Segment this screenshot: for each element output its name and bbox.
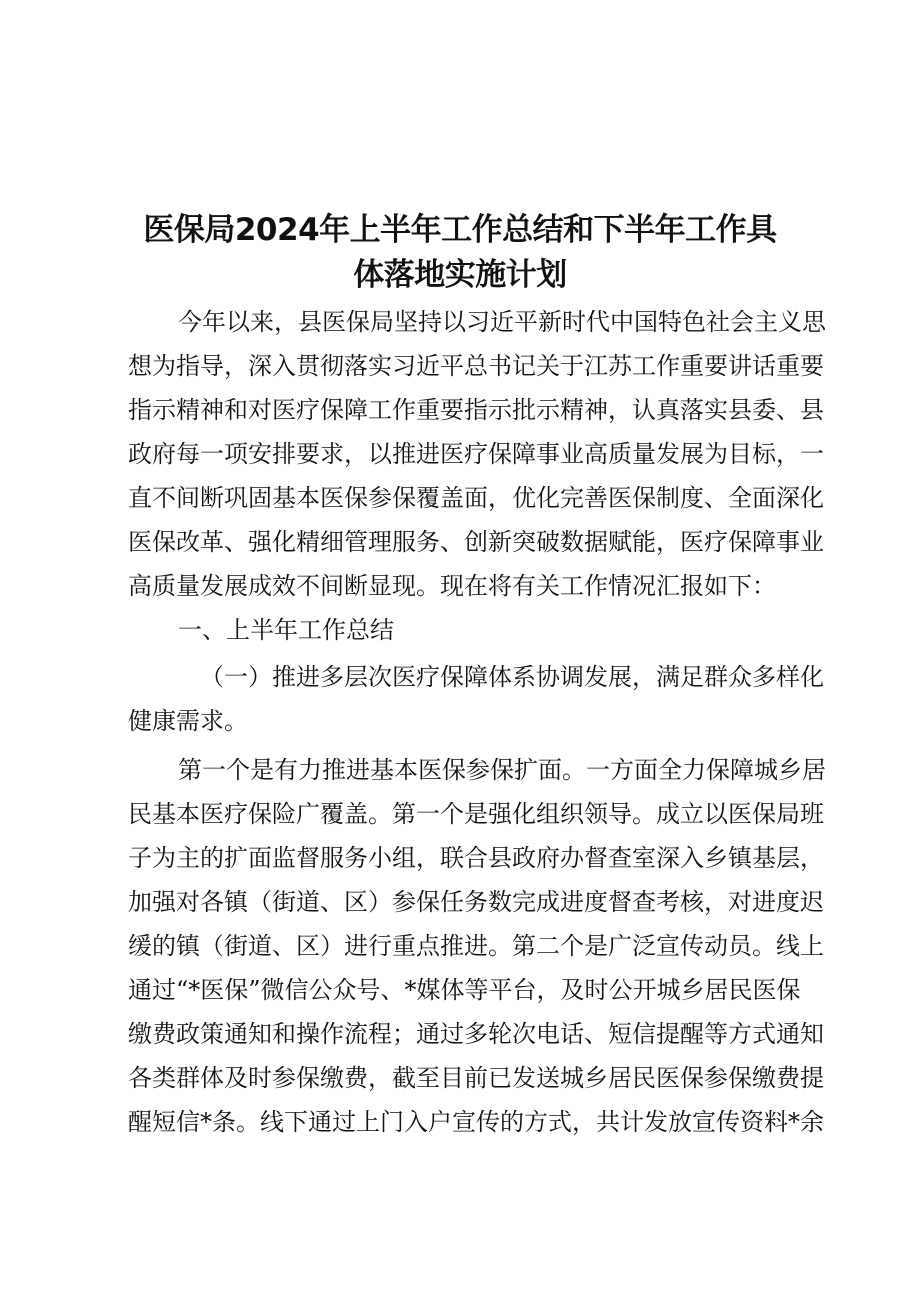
document-title-line-1: 医保局2024年上半年工作总结和下半年工作具 [143,212,777,248]
subsection-heading-line: 健康需求。 [128,707,248,735]
body-paragraph-line: 子为主的扩面监督服务小组，联合县政府办督查室深入乡镇基层， [128,844,824,872]
subsection-heading-line: （一）推进多层次医疗保障体系协调发展，满足群众多样化 [200,663,824,691]
body-paragraph-line: 醒短信*条。线下通过上门入户宣传的方式，共计发放宣传资料*余 [128,1108,824,1136]
body-paragraph-line: 第一个是有力推进基本医保参保扩面。一方面全力保障城乡居 [178,756,826,784]
body-paragraph-line: 各类群体及时参保缴费，截至目前已发送城乡居民医保参保缴费提 [128,1064,824,1092]
intro-paragraph-line: 今年以来，县医保局坚持以习近平新时代中国特色社会主义思 [178,308,826,336]
body-paragraph-line: 缓的镇（街道、区）进行重点推进。第二个是广泛宣传动员。线上 [128,932,824,960]
intro-paragraph-line: 政府每一项安排要求，以推进医疗保障事业高质量发展为目标，一 [128,440,824,468]
intro-paragraph-line: 想为指导，深入贯彻落实习近平总书记关于江苏工作重要讲话重要 [128,352,824,380]
body-paragraph-line: 通过“*医保”微信公众号、*媒体等平台，及时公开城乡居民医保 [128,976,801,1004]
body-paragraph-line: 民基本医疗保险广覆盖。第一个是强化组织领导。成立以医保局班 [128,800,824,828]
body-paragraph-line: 缴费政策通知和操作流程；通过多轮次电话、短信提醒等方式通知 [128,1020,824,1048]
intro-paragraph-line: 直不间断巩固基本医保参保覆盖面，优化完善医保制度、全面深化 [128,484,824,512]
intro-paragraph-line: 指示精神和对医疗保障工作重要指示批示精神，认真落实县委、县 [128,396,824,424]
section-heading: 一、上半年工作总结 [178,616,394,644]
document-title-line-2: 体落地实施计划 [353,257,567,293]
intro-paragraph-line: 高质量发展成效不间断显现。现在将有关工作情况汇报如下： [128,572,776,600]
intro-paragraph-line: 医保改革、强化精细管理服务、创新突破数据赋能，医疗保障事业 [128,528,824,556]
body-paragraph-line: 加强对各镇（街道、区）参保任务数完成进度督查考核，对进度迟 [128,888,824,916]
